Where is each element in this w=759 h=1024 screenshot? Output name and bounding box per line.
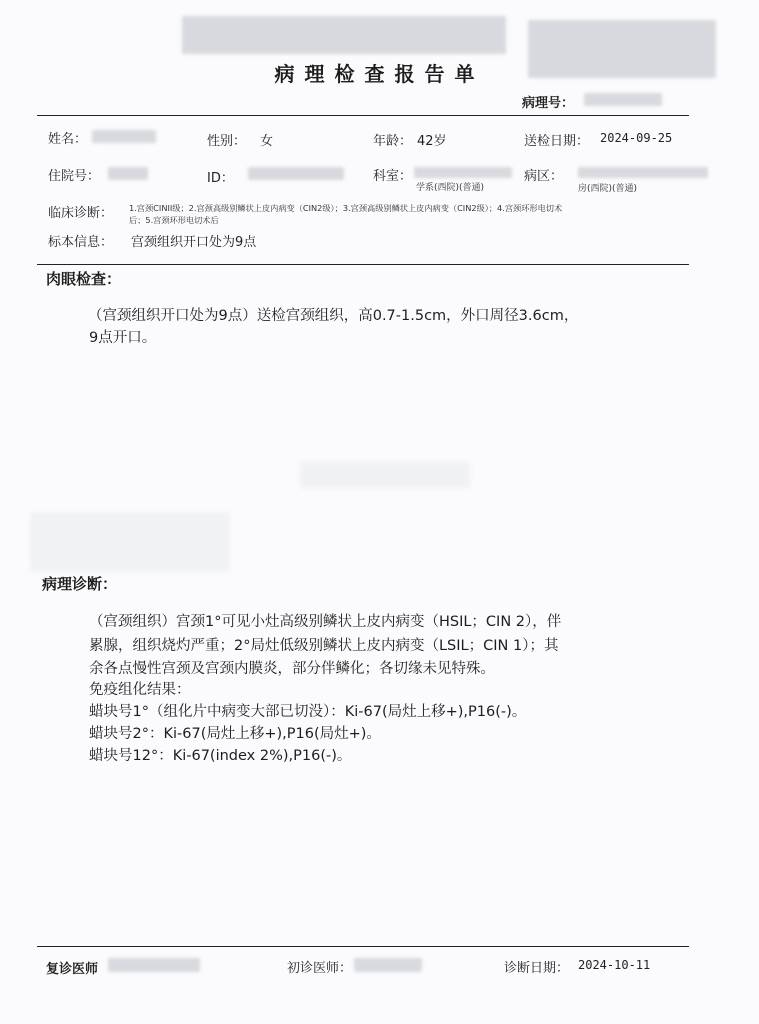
specimen-value: 宫颈组织开口处为9点	[131, 235, 257, 250]
id-label: ID：	[207, 171, 234, 186]
header-divider-top	[37, 115, 689, 116]
gross-exam-line1: （宫颈组织开口处为9点）送检宫颈组织，高0.7-1.5cm，外口周径3.6cm，	[88, 308, 579, 324]
age-label: 年龄：	[373, 134, 413, 149]
redacted-hospital-name	[182, 16, 506, 54]
clinical-diagnosis-label: 临床诊断：	[48, 206, 114, 221]
ihc-results-heading: 免疫组化结果：	[89, 682, 191, 698]
redacted-department	[414, 167, 512, 178]
header-divider-bottom	[37, 264, 689, 265]
faint-residue	[30, 512, 230, 572]
pathology-no-label: 病理号：	[522, 96, 575, 111]
redacted-ward	[578, 167, 708, 178]
ihc-result-line: 蜡块号1°（组化片中病变大部已切没）：Ki-67(局灶上移+),P16(-)。	[89, 704, 527, 720]
gender-value: 女	[260, 134, 274, 149]
age-value: 42岁	[417, 134, 447, 149]
pathology-line: （宫颈组织）宫颈1°可见小灶高级别鳞状上皮内病变（HSIL；CIN 2），伴	[89, 614, 562, 630]
redacted-id	[248, 167, 344, 180]
ihc-result-line: 蜡块号12°：Ki-67(index 2%),P16(-)。	[89, 748, 352, 764]
diagnosis-date-value: 2024-10-11	[578, 958, 651, 972]
ward-label: 病区：	[524, 169, 564, 184]
pathology-line: 累腺，组织烧灼严重；2°局灶低级别鳞状上皮内病变（LSIL；CIN 1）；其	[89, 638, 559, 654]
pathology-line: 余各点慢性宫颈及宫颈内膜炎，部分伴鳞化；各切缘未见特殊。	[89, 661, 495, 677]
diagnosis-date-label: 诊断日期：	[504, 961, 570, 976]
name-label: 姓名：	[48, 132, 88, 147]
clinical-diagnosis-line1: 1.宫颈CINII级；2.宫颈高级别鳞状上皮内病变（CIN2级）；3.宫颈高级别鳞状上皮内病变（CIN2级）；4.宫颈环形电切术	[129, 203, 563, 213]
gross-exam-heading: 肉眼检查：	[46, 270, 122, 288]
submit-date-value: 2024-09-25	[600, 131, 673, 145]
specimen-label: 标本信息：	[48, 235, 114, 250]
ihc-result-line: 蜡块号2°：Ki-67(局灶上移+),P16(局灶+)。	[89, 726, 381, 742]
gross-exam-line2: 9点开口。	[89, 330, 157, 346]
footer-divider	[37, 946, 689, 947]
ward-value: 房(西院)(普通)	[578, 184, 638, 194]
pathology-diagnosis-heading: 病理诊断：	[42, 575, 118, 593]
review-doctor-label: 复诊医师	[46, 962, 99, 977]
inpatient-no-label: 住院号：	[48, 169, 101, 184]
report-title: 病理检查报告单	[274, 62, 485, 86]
department-label: 科室：	[373, 169, 413, 184]
faint-residue	[300, 462, 470, 488]
redacted-review-doctor	[108, 958, 200, 972]
gender-label: 性别：	[207, 134, 247, 149]
department-value: 学系(西院)(普通)	[416, 183, 485, 193]
submit-date-label: 送检日期：	[524, 134, 590, 149]
redacted-pathology-no	[584, 93, 662, 106]
redacted-name	[92, 130, 156, 143]
redacted-initial-doctor	[354, 958, 422, 972]
redacted-inpatient-no	[108, 167, 148, 180]
initial-doctor-label: 初诊医师：	[287, 961, 353, 976]
clinical-diagnosis-line2: 后；5.宫颈环形电切术后	[129, 215, 219, 225]
